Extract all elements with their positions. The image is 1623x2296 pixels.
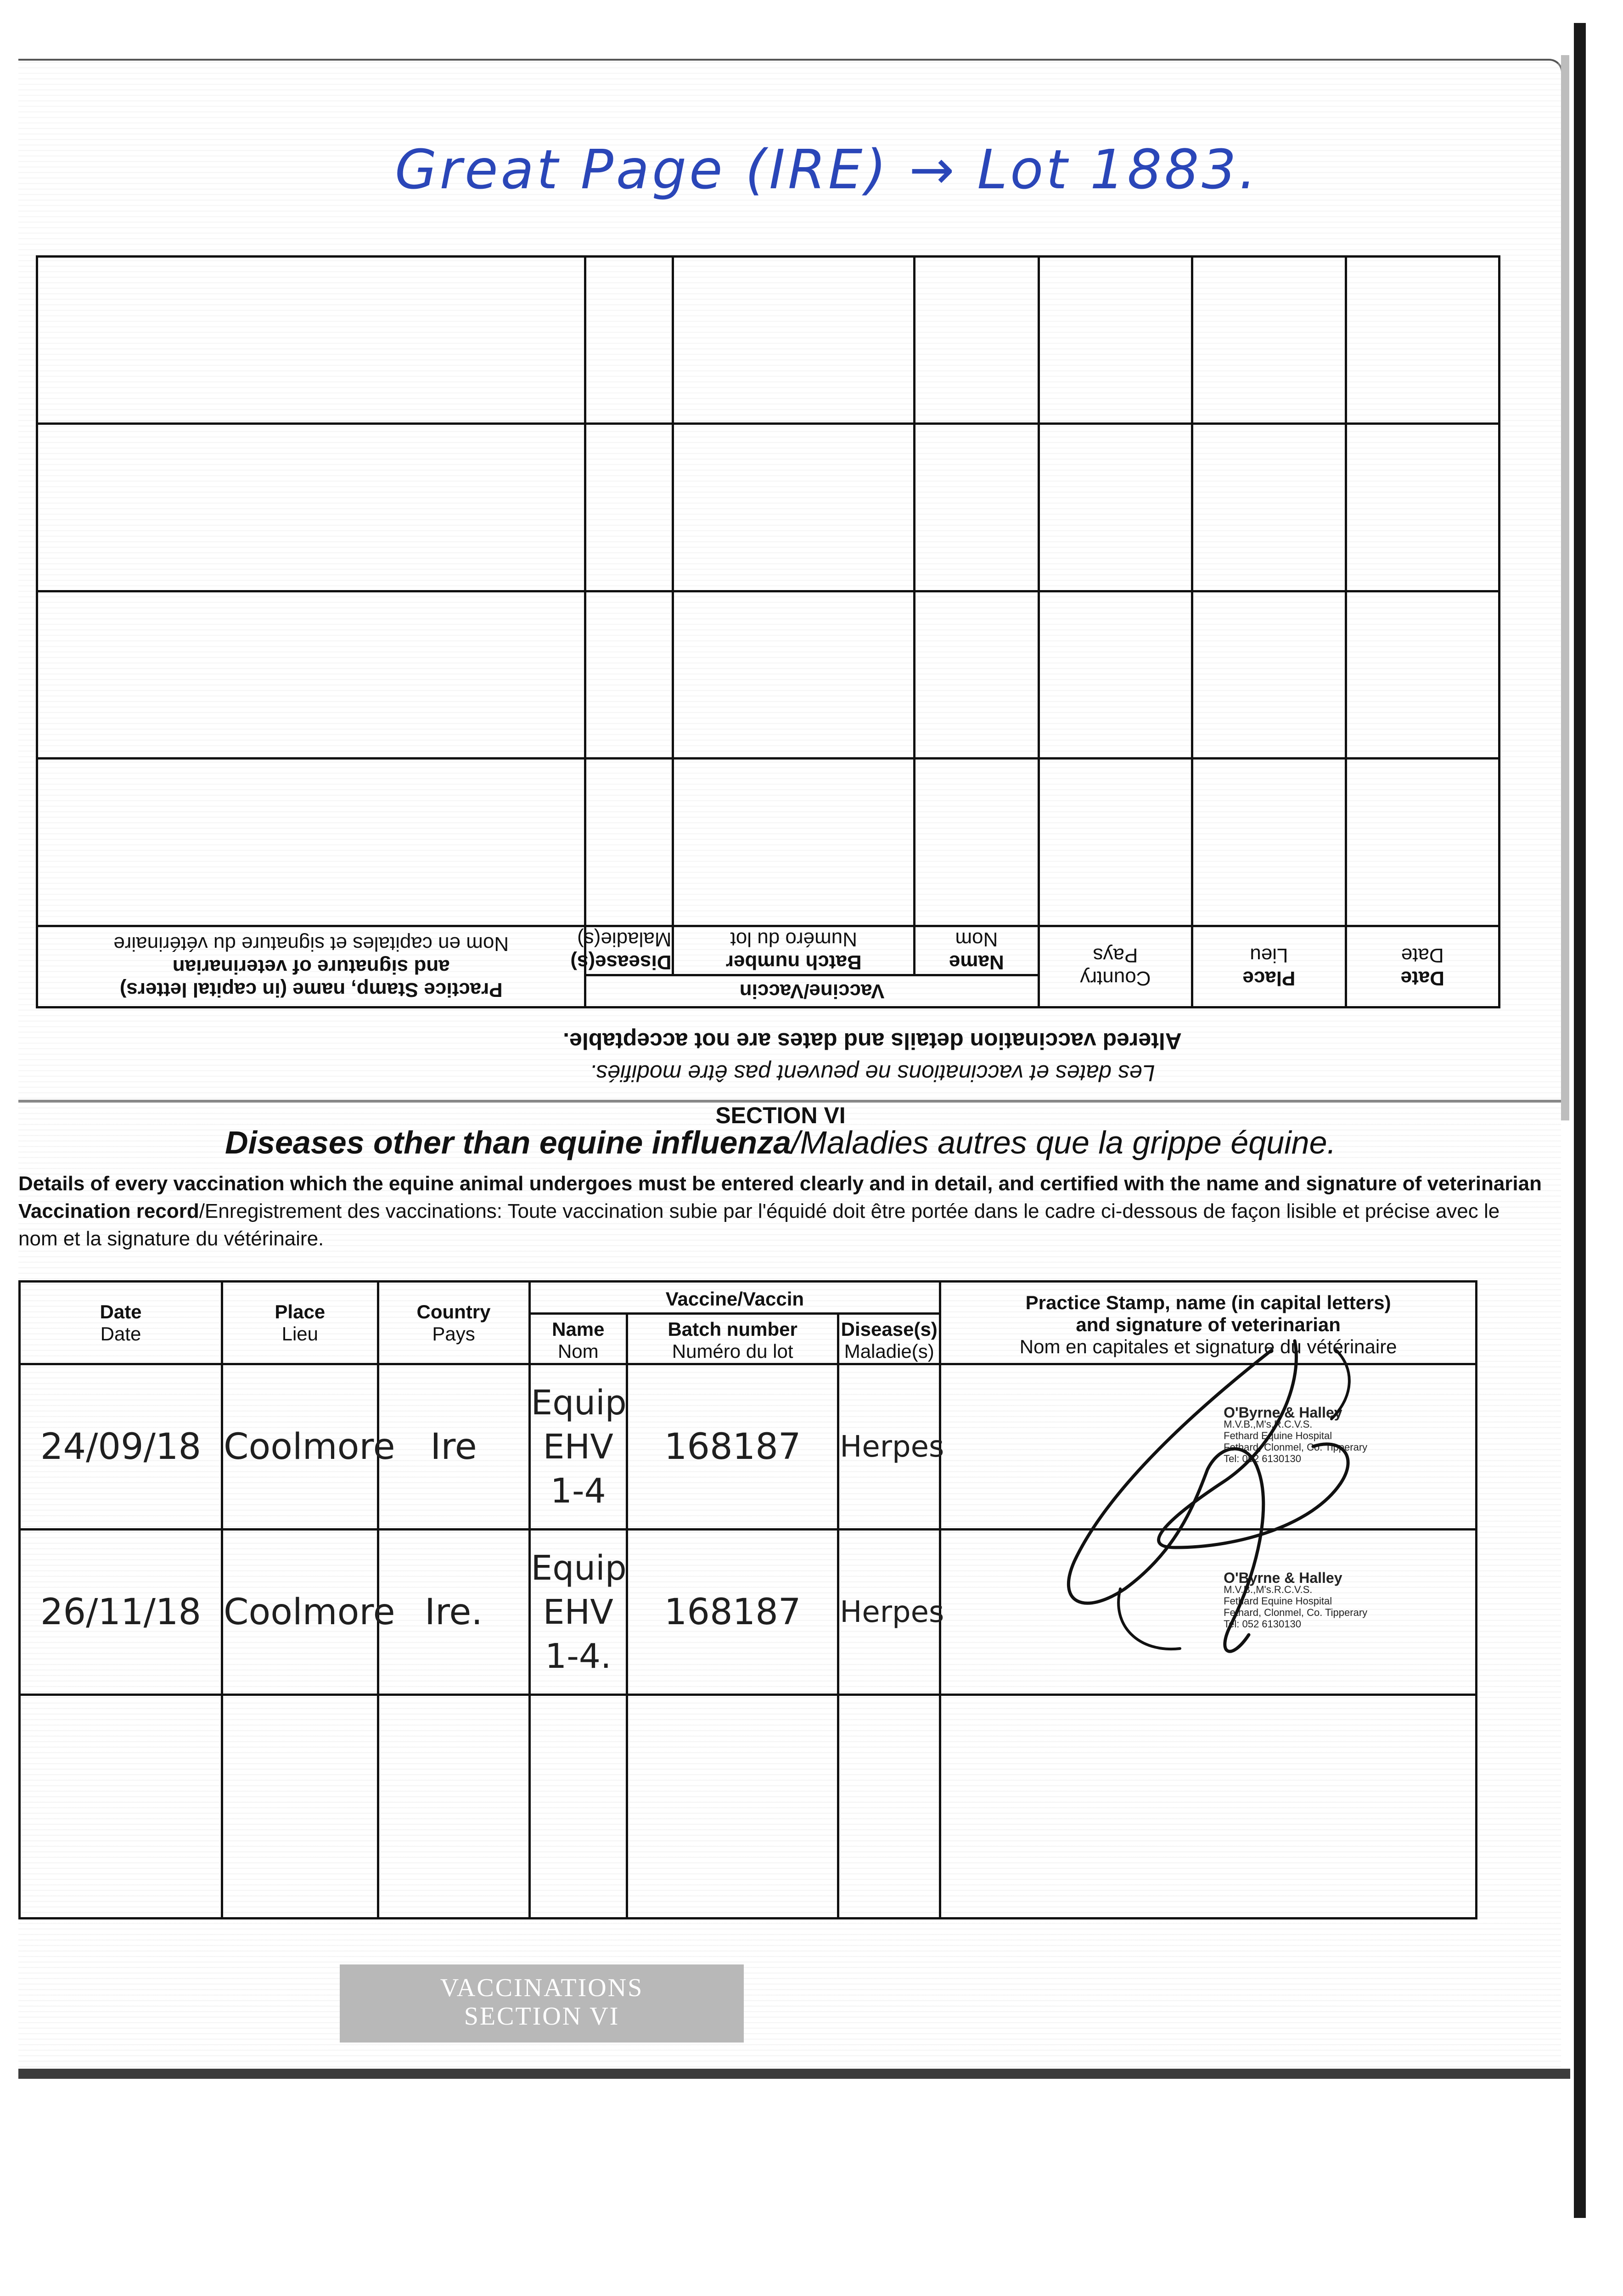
upper-table-row	[37, 591, 1499, 759]
note-french: Les dates et vaccinations ne peuvent pas être modifiés.	[590, 1060, 1155, 1086]
scanner-edge	[1574, 23, 1586, 2218]
practice-stamp: O'Byrne & Halley M.V.B.,M's.R.C.V.S. Fethard Equine Hospital Fethard, Clonmel, Co. Tipperary Tel: 052 6130130	[1224, 1404, 1368, 1464]
row-batch: 168187	[627, 1364, 838, 1530]
upper-header-disease: Disease(s) Maladie(s)	[585, 926, 673, 975]
header-stamp: Practice Stamp, name (in capital letters) and signature of veterinarian Nom en capitales et signature du vétérinaire	[940, 1282, 1477, 1364]
upper-table-row	[37, 424, 1499, 591]
row-country: Ire.	[378, 1530, 529, 1695]
header-place: Place Lieu	[222, 1282, 378, 1364]
row-date: 26/11/18	[20, 1530, 222, 1695]
table-row	[20, 1695, 1477, 1919]
upper-header-country: Country Pays	[1039, 926, 1192, 1007]
row-disease: Herpes	[838, 1530, 940, 1695]
header-vaccine: Vaccine/Vaccin	[529, 1282, 940, 1314]
table-row	[20, 1530, 1477, 1695]
handwritten-note: Great Page (IRE) → Lot 1883.	[395, 138, 1259, 201]
header-batch: Batch number Numéro du lot	[627, 1314, 838, 1364]
practice-stamp: O'Byrne & Halley M.V.B.,M's.R.C.V.S. Fethard Equine Hospital Fethard, Clonmel, Co. Tipperary Tel: 052 6130130	[1224, 1570, 1368, 1630]
row-place: Coolmore	[222, 1364, 378, 1530]
row-disease: Herpes	[838, 1364, 940, 1530]
upper-header-place: Place Lieu	[1192, 926, 1346, 1007]
table-row	[20, 1364, 1477, 1530]
upper-header-vaccine: Vaccine/Vaccin	[585, 975, 1039, 1007]
header-name: Name Nom	[529, 1314, 627, 1364]
header-date: Date Date	[20, 1282, 222, 1364]
upper-header-date: Date Date	[1346, 926, 1499, 1007]
upper-header-batch: Batch number Numéro du lot	[673, 926, 915, 975]
row-date: 24/09/18	[20, 1364, 222, 1530]
upper-vaccination-table	[36, 255, 1500, 1008]
section-tab: VACCINATIONS SECTION VI	[340, 1964, 744, 2043]
page-edge	[1561, 55, 1569, 1120]
upper-notes	[367, 1025, 1377, 1089]
vaccination-table	[18, 1280, 1477, 1919]
row-country: Ire	[378, 1364, 529, 1530]
scanner-edge-bottom	[18, 2069, 1570, 2079]
row-vaccine-name: Equip EHV 1-4.	[529, 1530, 627, 1695]
note-english: Altered vaccination details and dates are not acceptable.	[563, 1028, 1182, 1054]
row-vaccine-name: Equip EHV 1-4	[529, 1364, 627, 1530]
section-title: Diseases other than equine influenza/Maladies autres que la grippe équine.	[225, 1125, 1336, 1160]
upper-header-stamp: Practice Stamp, name (in capital letters) and signature of veterinarian Nom en capitales et signature du vétérinaire	[37, 926, 585, 1007]
header-disease: Disease(s) Maladie(s)	[838, 1314, 940, 1364]
row-stamp	[940, 1364, 1477, 1530]
section-number: SECTION VI	[715, 1103, 846, 1128]
header-country: Country Pays	[378, 1282, 529, 1364]
upper-table-row	[37, 759, 1499, 926]
row-place: Coolmore	[222, 1530, 378, 1695]
upper-table-row	[37, 257, 1499, 424]
upper-header-name: Name Nom	[915, 926, 1039, 975]
section-description: Details of every vaccination which the equine animal undergoes must be entered clearly and in detail, and certified with the name and signature of veterinarian Vaccination record/Enregistrement des vaccinations: Toute vaccination subie par l'équidé doit être portée dans le cadre ci-dessous de façon lisible et précise avec le nom et la signature du vétérinaire.	[18, 1172, 1542, 1250]
row-stamp	[940, 1530, 1477, 1695]
row-batch: 168187	[627, 1530, 838, 1695]
